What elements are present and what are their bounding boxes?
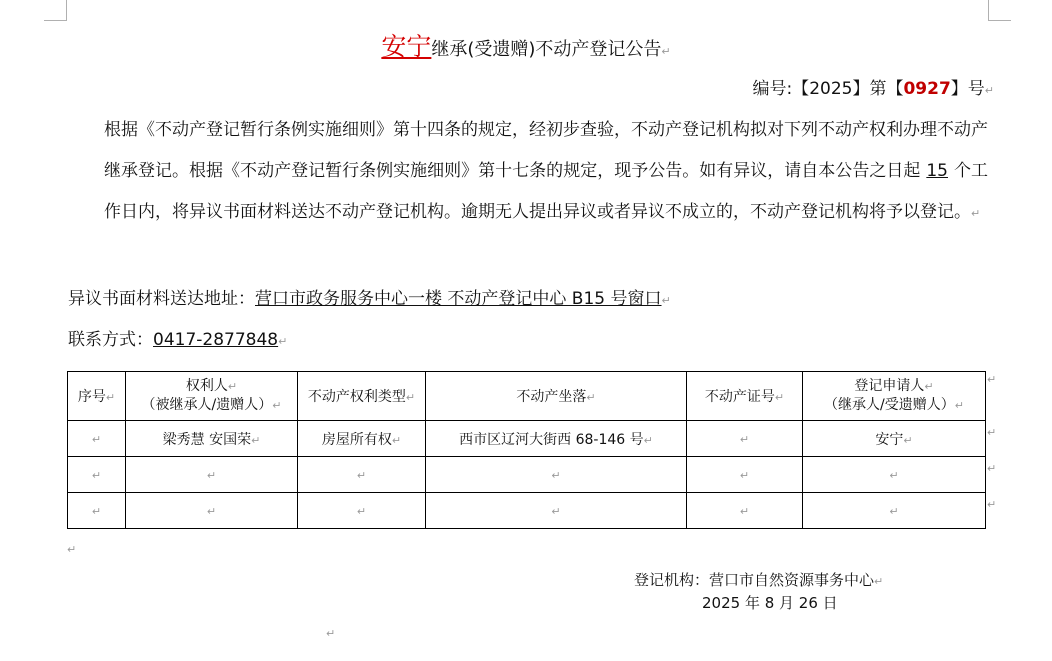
- notice-date: 2025 年 8 月 26 日: [702, 594, 838, 612]
- header-applicant: 登记申请人↵ （继承人/受遗赠人）↵: [803, 372, 986, 421]
- header-location: 不动产坐落↵: [426, 372, 687, 421]
- cell-location: 西市区辽河大街西 68-146 号↵: [426, 421, 687, 457]
- number-prefix: 编号:【: [752, 79, 810, 99]
- cell-applicant: ↵: [803, 457, 986, 493]
- cell-location: ↵: [426, 457, 687, 493]
- contact-info: [68, 325, 287, 350]
- cell-holder: 梁秀慧 安国荣↵: [126, 421, 298, 457]
- row-end-mark: ↵: [987, 426, 997, 439]
- paragraph-mark: ↵: [67, 543, 77, 556]
- row-end-mark: ↵: [987, 498, 997, 511]
- table-header-row: [68, 372, 986, 421]
- header-cert-no: 不动产证号↵: [687, 372, 803, 421]
- cell-cert-no: ↵: [687, 493, 803, 529]
- objection-address: [68, 284, 671, 309]
- table-row: [68, 421, 986, 457]
- header-holder: 权利人↵ （被继承人/遗赠人）↵: [126, 372, 298, 421]
- body-text-start: 根据《不动产登记暂行条例实施细则》第十四条的规定，经初步查验，不动产登记机构拟对下列不动产权利办理不动产继承登记。根据《不动产登记暂行条例实施细则》第十七条的规定，现予公告。如有异议，请自本公告之日起: [104, 120, 988, 181]
- number-seq: 0927: [903, 79, 951, 99]
- property-table: [67, 371, 986, 529]
- title-text: 继承(受遗赠)不动产登记公告: [431, 39, 662, 60]
- cell-cert-no: ↵: [687, 457, 803, 493]
- crop-mark-top-right: [988, 0, 1011, 21]
- contact-label: 联系方式：: [68, 330, 153, 350]
- body-text-end: 个工作日内，将异议书面材料送达不动产登记机构。逾期无人提出异议或者异议不成立的，不动产登记机构将予以登记。: [104, 161, 988, 222]
- cell-seq: ↵: [68, 457, 126, 493]
- notice-body: [68, 110, 988, 234]
- paragraph-mark: ↵: [661, 294, 671, 307]
- paragraph-mark: ↵: [984, 84, 994, 97]
- paragraph-mark: ↵: [326, 627, 336, 640]
- notice-number: [752, 74, 994, 99]
- paragraph-mark: ↵: [661, 45, 671, 58]
- header-seq: 序号↵: [68, 372, 126, 421]
- row-end-mark: ↵: [987, 373, 997, 386]
- cell-holder: ↵: [126, 457, 298, 493]
- paragraph-mark: ↵: [874, 575, 884, 588]
- org-name: 营口市自然资源事务中心: [709, 571, 875, 589]
- paragraph-mark: ↵: [278, 335, 288, 348]
- cell-right-type: ↵: [298, 457, 426, 493]
- table-row: [68, 493, 986, 529]
- crop-mark-top-left: [44, 0, 67, 21]
- cell-seq: ↵: [68, 493, 126, 529]
- body-paragraph: [68, 110, 988, 234]
- applicant-name-title: 安宁: [381, 32, 432, 61]
- cell-seq: ↵: [68, 421, 126, 457]
- cell-right-type: ↵: [298, 493, 426, 529]
- number-year: 2025: [809, 79, 853, 99]
- cell-applicant: ↵: [803, 493, 986, 529]
- org-label: 登记机构：: [634, 571, 710, 589]
- number-suffix: 】号: [950, 79, 985, 99]
- objection-days: 15: [926, 161, 948, 181]
- header-right-type: 不动产权利类型↵: [298, 372, 426, 421]
- cell-cert-no: ↵: [687, 421, 803, 457]
- number-mid: 】第【: [852, 79, 904, 99]
- cell-location: ↵: [426, 493, 687, 529]
- notice-title: [0, 27, 1052, 63]
- table-row: [68, 457, 986, 493]
- paragraph-mark: ↵: [971, 207, 981, 220]
- contact-phone: 0417-2877848: [153, 330, 279, 350]
- address-label: 异议书面材料送达地址：: [68, 289, 255, 309]
- cell-applicant: 安宁↵: [803, 421, 986, 457]
- cell-right-type: 房屋所有权↵: [298, 421, 426, 457]
- cell-holder: ↵: [126, 493, 298, 529]
- registration-authority: [634, 570, 883, 592]
- row-end-mark: ↵: [987, 462, 997, 475]
- address-value: 营口市政务服务中心一楼 不动产登记中心 B15 号窗口: [255, 289, 662, 309]
